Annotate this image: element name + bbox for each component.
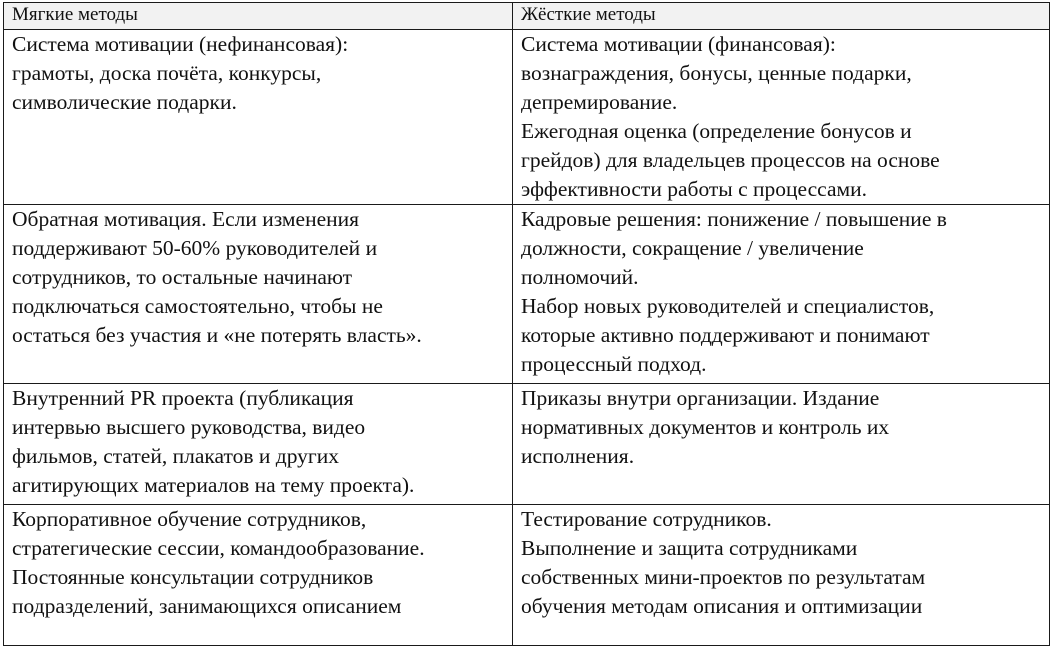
cell-line: грамоты, доска почёта, конкурсы,	[12, 61, 322, 85]
soft-method-cell	[4, 384, 513, 505]
cell-line: должности, сокращение / увеличение	[521, 236, 864, 260]
cell-line: стратегические сессии, командообразование.	[12, 536, 425, 560]
table-row	[4, 384, 1050, 505]
hard-method-cell	[513, 384, 1050, 505]
hard-method-cell	[513, 505, 1050, 646]
table-header-row	[4, 3, 1050, 30]
cell-line: интервью высшего руководства, видео	[12, 415, 366, 439]
cell-line: Система мотивации (нефинансовая):	[12, 32, 349, 56]
table-row	[4, 505, 1050, 646]
hard-method-cell	[513, 205, 1050, 384]
soft-method-cell	[4, 30, 513, 205]
header-hard-methods: Жёсткие методы	[513, 3, 1050, 30]
cell-line: сотрудников, то остальные начинают	[12, 265, 353, 289]
cell-line: эффективности работы с процессами.	[521, 177, 868, 201]
cell-line: Обратная мотивация. Если изменения	[12, 207, 360, 231]
cell-line: подключаться самостоятельно, чтобы не	[12, 294, 383, 318]
cell-line: Тестирование сотрудников.	[521, 507, 772, 531]
table-row	[4, 30, 1050, 205]
cell-line: фильмов, статей, плакатов и других	[12, 444, 339, 468]
header-soft-methods: Мягкие методы	[4, 3, 513, 30]
cell-line: Ежегодная оценка (определение бонусов и	[521, 119, 912, 143]
methods-table	[3, 2, 1050, 646]
cell-line: агитирующих материалов на тему проекта).	[12, 473, 415, 497]
cell-line: Постоянные консультации сотрудников	[12, 565, 374, 589]
cell-line: Выполнение и защита сотрудниками	[521, 536, 858, 560]
cell-line: процессный подход.	[521, 352, 707, 376]
cell-line: исполнения.	[521, 444, 635, 468]
cell-line: Кадровые решения: понижение / повышение в	[521, 207, 947, 231]
cell-line: Внутренний PR проекта (публикация	[12, 386, 354, 410]
soft-method-cell	[4, 505, 513, 646]
cell-line: Система мотивации (финансовая):	[521, 32, 836, 56]
cell-line: которые активно поддерживают и понимают	[521, 323, 930, 347]
cell-line: полномочий.	[521, 265, 639, 289]
cell-line: собственных мини-проектов по результатам	[521, 565, 926, 589]
cell-line: нормативных документов и контроль их	[521, 415, 890, 439]
cell-line: Приказы внутри организации. Издание	[521, 386, 880, 410]
soft-method-cell	[4, 205, 513, 384]
cell-line: обучения методам описания и оптимизации	[521, 594, 923, 618]
cell-line: вознаграждения, бонусы, ценные подарки,	[521, 61, 912, 85]
cell-line: грейдов) для владельцев процессов на основе	[521, 148, 940, 172]
cell-line: поддерживают 50-60% руководителей и	[12, 236, 378, 260]
cell-line: Набор новых руководителей и специалистов,	[521, 294, 935, 318]
cell-line: Корпоративное обучение сотрудников,	[12, 507, 367, 531]
hard-method-cell	[513, 30, 1050, 205]
cell-line: остаться без участия и «не потерять власть».	[12, 323, 422, 347]
cell-line: символические подарки.	[12, 90, 237, 114]
table-row	[4, 205, 1050, 384]
cell-line: подразделений, занимающихся описанием	[12, 594, 402, 618]
cell-line: депремирование.	[521, 90, 678, 114]
